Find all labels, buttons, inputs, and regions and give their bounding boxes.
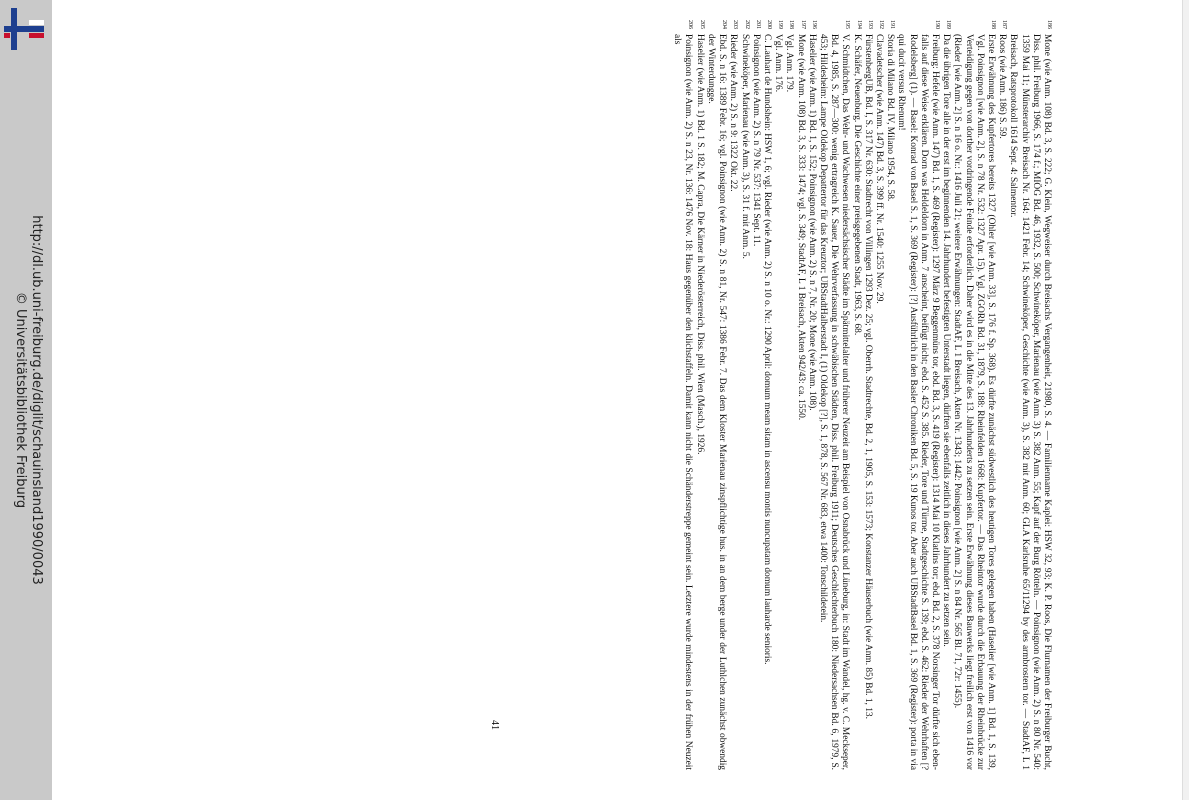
footnote-number: 195 xyxy=(844,20,851,29)
footnote-text: FürstenbergUB, Bd. I, S. 317 Nr. 630: Stadtrecht von Villingen 1293 Dez. 25; vgl. Oberrh. Stadtrechte, Bd. 2, 1, 1905, S. 153: 1573; Konstanzer Häuserbuch (wie Anm. 85) Bd. 1, 13. xyxy=(862,34,873,719)
footnote-number: 204 xyxy=(721,20,728,29)
footnote xyxy=(806,20,817,770)
footnote-number: 189 xyxy=(945,20,952,29)
footnote-number: 203 xyxy=(732,20,739,29)
footnote-number: 192 xyxy=(877,20,884,29)
footnote xyxy=(850,20,861,770)
footnote xyxy=(694,20,705,770)
footnote-text: Rieder (wie Anm. 2) S. n 9: 1322 Okt. 22. xyxy=(728,34,739,192)
footnote-number: 191 xyxy=(889,20,896,29)
scrollbar[interactable] xyxy=(1182,0,1189,800)
footnote-number: 188 xyxy=(989,20,996,29)
footnote-text: Mone (wie Anm. 108) Bd. 3, S. 222; G. Klein, Wegweiser durch Breisachs Vergangenheit, 21980, S. 4. — Familienname Kaplei: HSW 32, 93; K. P. Roos, Die Flurnamen der Freiburger Bucht, Diss. phil. Freiburg 1966, S. 174 f.; MIÖG Bd. 46, 1932, S. 500; Schwineköper, Marienau (wie Anm. 3) S. 382 Anm. 55; Kapf auf der Burg Rötteln. — Poinsignon (wie Anm. 2) S. n 80 Nr. 540: 1359 Mai 11; Münsterarchiv Breisach Nr. 164: 1421 Febr. 14; Schwineköper, Geschichte (wie Anm. 3), S. 382 mit Anm. 60; GLA Karlsruhe 65/11294 by des armbrostern tor. — StadtAF, L 1 Breisach, Ratsprotokoll 1614 Sept. 4: Salmentor. xyxy=(1008,34,1052,770)
footnotes-block xyxy=(482,20,1052,770)
footnote-text: Vgl. Anm. 179. xyxy=(784,34,795,93)
footnote-text: K. Schäfer, Neuenburg. Die Geschichte einer preisgegebenen Stadt, 1963, S. 68. xyxy=(851,34,862,336)
footnote-text: Poinsignon (wie Anm. 2) S. n 23, Nr. 136: 1476 Nov. 18: Haus gegenüber den klichstaffeln. Damit kann nicht die Schänderstreppe gemeint sein. Letztere wurde mindestens in der frühen Neuzeit als xyxy=(672,34,694,770)
footnote-text: Poinsignon (wie Anm. 2) S. n 79 Nr. 537: 1341 Sept. 11. xyxy=(750,34,761,247)
footnote-text: Clavadetscher (wie Anm. 147) Bd. 3, S. 399 ff. Nr. 1540: 1255 Nov. 29. xyxy=(873,34,884,304)
footnote-text: V. Schmidtchen, Das Wehr- und Wachwesen niedersächsischer Städte im Spätmittelalter und früherer Neuzeit am Beispiel von Osnabrück und Lüneburg, in: Stadt im Wandel, hg. v. C. Meckseper, Bd. 4, 1985, S. 287—300: wenig ertragreich K. Sauer, Die Wehrverfassung in schwäbischen Städten, Diss. phil. Freiburg 1911; Deutsches Geschlechterbuch 180: Niedersachsen Bd. 6, 1979, S. 453; Hildesheim: Lampe Oldekop Depattertor für das Kreuztor; UBStadtHalberstadt I, (1) Oldekop [?], S. 1, 878, S. 567 Nr. 683, etwa 1400: Tonschildetein. xyxy=(817,34,851,770)
footnote-number: 206 xyxy=(687,20,694,29)
university-library-logo xyxy=(3,6,45,52)
footnote xyxy=(862,20,873,770)
footnote xyxy=(817,20,851,770)
viewer-sidebar xyxy=(0,0,52,800)
footnote-text: Storia di Milano Bd. IV, Milano 1954, S. 58. xyxy=(885,34,896,202)
footnote xyxy=(727,20,738,770)
footnote-number: 186 xyxy=(1046,20,1052,29)
footnote-number: 194 xyxy=(855,20,862,29)
footnote xyxy=(873,20,884,770)
footnote xyxy=(884,20,895,770)
footnote-text: Schwineköper, Marienau (wie Anm. 3), S. 31 f. mit Anm. 5. xyxy=(739,34,750,259)
footnote-text: Ebd. S. n 16: 1389 Febr. 16; vgl. Poinsignon (wie Anm. 2) S. n 81, Nr. 547: 1386 Febr. 7. Das dem Kloster Marienau zinspflichtige hus. in an dem berge under der Luthlchen zunächst obwendig der Winterdungge. xyxy=(705,34,728,770)
footnote-number: 198 xyxy=(788,20,795,29)
footnote-text: Haselier (wie Anm. 1) Bd. 1 S. 182; M. Capra, Die Kärner in Niederösterreich, Diss. phil. Wien (Masch.), 1926. xyxy=(694,34,705,455)
footnote-number: 199 xyxy=(777,20,784,29)
footnote xyxy=(761,20,772,770)
footnote xyxy=(996,20,1007,770)
footnote-number: 197 xyxy=(799,20,806,29)
footnote-number: 190 xyxy=(933,20,940,29)
footnote xyxy=(772,20,783,770)
footnote-number: 202 xyxy=(743,20,750,29)
page-number: 41 xyxy=(489,720,500,730)
footnote xyxy=(705,20,727,770)
source-url: http://dl.ub.uni-freiburg.de/diglit/schauinsland1990/0043 xyxy=(29,215,44,585)
footnote-number: 201 xyxy=(754,20,761,29)
footnote-text: Mone (wie Anm. 108) Bd. 3, S. 333: 1474; vgl. S. 349; StadtAF, L 1 Breisach, Akten 942/43: ca. 1550. xyxy=(795,34,806,421)
footnote-number: 187 xyxy=(1001,20,1008,29)
footnote xyxy=(895,20,940,770)
footnote xyxy=(750,20,761,770)
footnote-text: Roos (wie Anm. 186) S. 59. xyxy=(997,34,1008,139)
footnote xyxy=(940,20,951,770)
footnote xyxy=(794,20,805,770)
footnote-number: 205 xyxy=(698,20,705,29)
footnote-text: Vgl. Anm. 176. xyxy=(773,34,784,93)
copyright-notice: © Universitätsbibliothek Freiburg xyxy=(13,291,28,509)
footnote xyxy=(1007,20,1052,770)
footnote xyxy=(671,20,693,770)
footnote xyxy=(738,20,749,770)
footnote-text: Da die übrigen Tore alle in der erst im beginnenden 14. Jahrhundert befestigten Unterstadt liegen, dürften sie ebenfalls zeitlich in dieses Jahrhundert zu setzen sein. xyxy=(941,34,952,647)
footnote-number: 200 xyxy=(765,20,772,29)
footnote xyxy=(951,20,996,770)
footnote-number: 193 xyxy=(866,20,873,29)
footnote-text: C. Lauhart de Hundshein: HSW 1, 6; vgl. Rieder (wie Anm. 2) S. n 10 o. Nr.: 1290 April: domum meam sitam in ascensu montis nuncupatam domum lauharde senioris. xyxy=(761,34,772,665)
footnote-number: 196 xyxy=(810,20,817,29)
footnote-text: Freiburg: Hefele (wie Anm. 147) Bd. 1, S. 469 (Register): 1297 März 9 Beggenmüns tor, ebd. Bd. 3, S. 419 (Register): 1314 Mai 10 Klatlins tor; ebd. Bd. 2, S. 378 Norsinger Tor dürfte sich ebenfalls auf diese Weise erklären. Dorn was Heldeldorn in Anm. 7 anscheint, beifügt nicht; ebd. S. 452 S. 385. Rieder, Tore und Türme, Stadtgeschichte S. 139; ebd. S. 462: Rieder der Wehrhaften [? Rodelsberg] (1). — Basel: Konrad von Basel S. 1, S. 369 (Register): [?] Ausführlich in den Basler Chroniken Bd. 5, S. 19 Kunos tor. Aber auch UBStadtBasel Bd. 1, S. 369 (Register): porta in via qui ducit versus Rhenum! xyxy=(896,34,940,770)
footnote-text: Haselier (wie Anm. 1) Bd. 1, S. 152; Poinsignon (wie Anm. 2) S. n 7, Nr. 20; Mone (wie Anm. 108). xyxy=(806,34,817,411)
document-page xyxy=(52,0,1189,800)
source-url-watermark xyxy=(12,215,44,585)
footnote-text: Erste Erwähnung des Kupfertores bereits 1327 (Ohler [wie Anm. 33], S. 176 f. Sp. 368). Es dürfte zunächst südwestlich des heutigen Tores gelegen haben (Haselier [wie Anm. 1] Bd. 1, S. 139, Vgl. Poinsignon [wie Anm. 2], S. n 78 Nr. 532: 1327 Apr. 15). Vgl. ZGORh Bd. 31, 1879, S. 188: Rheinfelden 1668: Kupfertor. — Das Rheintor wurde durch die Erbauung der Rheinbrücke zur Verteidigung gegen von dorther vordringende Feinde erforderlich. Daher wird es in die Mitte des 13. Jahrhunderts zu setzen sein. Erste Erwähnung dieses Bauwerks liegt freilich erst von 1416 vor (Rieder [wie Anm. 2] S. n 16 o. Nr.: 1416 Juli 21; weitere Erwähnungen: StadtAF, L 1 Breisach, Akten Nr. 1343; 1442: Poinsignon [wie Anm. 2] S. n 84 Nr. 565 Bl. 71, 72r: 1455). xyxy=(952,34,996,770)
footnote xyxy=(783,20,794,770)
